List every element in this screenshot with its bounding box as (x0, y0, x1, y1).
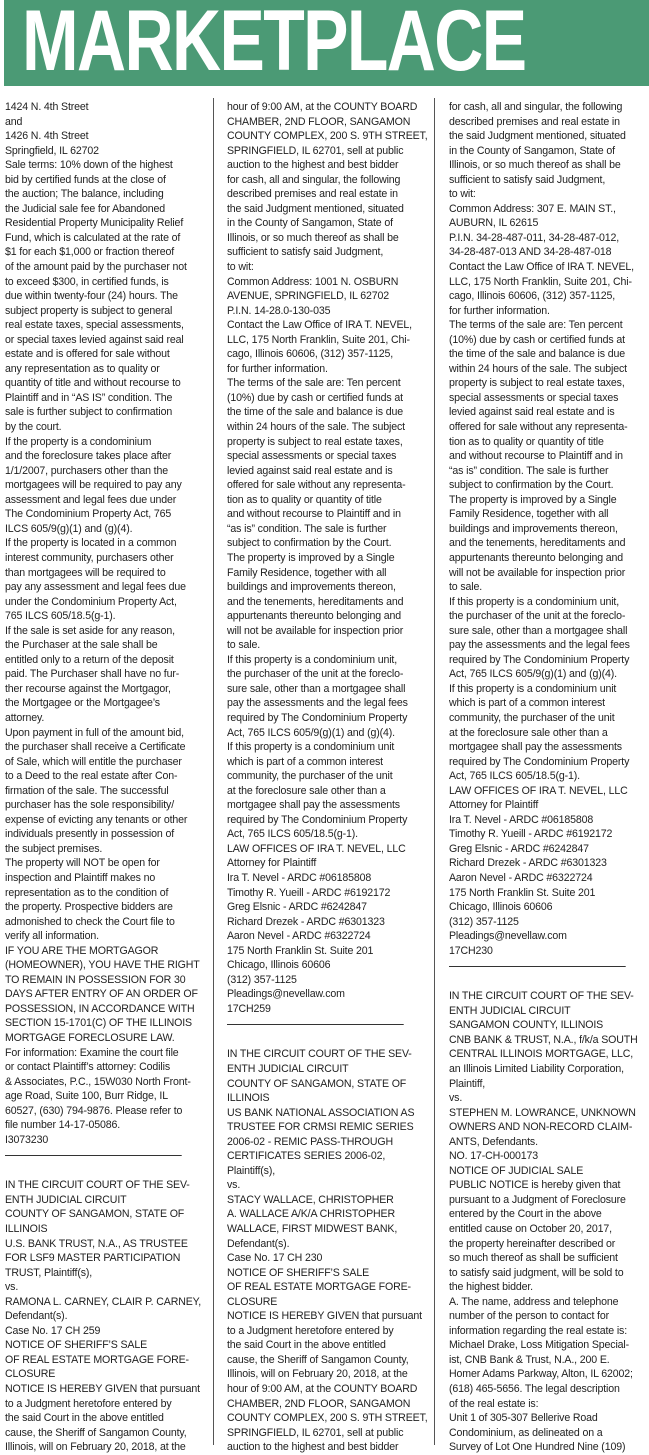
column-2 (227, 100, 427, 1455)
notice-line: If the property is a condominium (5, 435, 152, 448)
notice-separator (5, 1155, 182, 1156)
notice-line: appurtenants thereunto belonging and (449, 551, 624, 564)
notice-line: Fund, which is calculated at the rate of (5, 231, 181, 244)
notice-line: Pleadings@nevellaw.com (227, 988, 345, 1001)
notice-line: will not be available for inspection prior (227, 624, 404, 637)
notice-line: bid by certified funds at the close of (5, 173, 166, 186)
notice-line: CLOSURE (5, 1368, 56, 1381)
notice-line: pay the assessments and the legal fees (449, 639, 630, 652)
notice-line: required by The Condominium Property (449, 653, 630, 666)
notice-line: (312) 357-1125 (227, 973, 297, 986)
notice-line: vs. (5, 1281, 19, 1294)
notice-line: If this property is a condominium unit, (449, 595, 620, 608)
notice-line: 2006-02 - REMIC PASS-THROUGH (227, 1135, 394, 1148)
notice-line: age Road, Suite 100, Burr Ridge, IL (5, 1090, 168, 1103)
notice-line: individuals presently in possession of (5, 828, 174, 841)
notice-line: Defendant(s). (5, 1310, 68, 1323)
notice-line: assessment and legal fees due under (5, 493, 177, 506)
notice-line: Contact the Law Office of IRA T. NEVEL, (449, 261, 634, 274)
notice-line: to wit: (227, 261, 254, 274)
notice-line: ANTS, Defendants. (449, 1135, 538, 1148)
legal-notice (449, 989, 649, 1455)
notice-line: special assessments or special taxes (227, 450, 397, 463)
notice-line: I3073230 (5, 1133, 49, 1146)
notice-line: The property is improved by a Single (449, 493, 617, 506)
notice-line: to a Judgment heretofore entered by (227, 1324, 394, 1337)
notice-line: at the foreclosure sale other than a (449, 726, 608, 739)
notice-line: CNB BANK & TRUST, N.A., f/k/a SOUTH (449, 1033, 638, 1046)
notice-line: verify all information. (5, 930, 99, 943)
notice-line: pay the assessments and the legal fees (227, 697, 408, 710)
notice-line: A. The name, address and telephone (449, 1295, 619, 1308)
notice-line: OWNERS AND NON-RECORD CLAIM- (449, 1121, 633, 1134)
notice-line: Attorney for Plaintiff (449, 799, 539, 812)
notice-line: STEPHEN M. LOWRANCE, UNKNOWN (449, 1106, 636, 1119)
notice-line: ENTH JUDICIAL CIRCUIT (5, 1193, 127, 1206)
notice-line: 175 North Franklin St. Suite 201 (449, 886, 596, 899)
notice-line: CENTRAL ILLINOIS MORTGAGE, LLC, (449, 1048, 634, 1061)
notice-line: required by The Condominium Property (449, 755, 630, 768)
notice-line: NO. 17-CH-000173 (449, 1150, 539, 1163)
notice-line: pay any assessment and legal fees due (5, 581, 186, 594)
notice-line: ILLINOIS (5, 1223, 48, 1236)
notice-line: Case No. 17 CH 259 (5, 1324, 101, 1337)
notice-line: appurtenants thereunto belonging and (227, 610, 402, 623)
notice-line: CHAMBER, 2ND FLOOR, SANGAMON (227, 1397, 411, 1410)
notice-line: subject property is subject to general (5, 304, 173, 317)
notice-line: (10%) due by cash or certified funds at (227, 391, 403, 404)
notice-line: an Illinois Limited Liability Corporation, (449, 1063, 624, 1075)
notice-line: NOTICE IS HEREBY GIVEN that pursuant (227, 1310, 422, 1323)
legal-notice (227, 1047, 427, 1454)
notice-line: tion as to quality or quantity of title (227, 493, 382, 506)
notice-line: ILCS 605/9(g)(1) and (g)(4). (5, 522, 133, 535)
notice-line: pursuant to a Judgment of Foreclosure (449, 1193, 626, 1206)
notice-line: & Associates, P.C., 15W030 North Front- (5, 1075, 191, 1088)
legal-notice (227, 100, 427, 1016)
notice-line: Residential Property Municipality Relief (5, 217, 184, 230)
notice-line: WALLACE, FIRST MIDWEST BANK, (227, 1223, 398, 1236)
notice-line: $1 for each $1,000 or fraction thereof (5, 246, 175, 259)
notice-line: Michael Drake, Loss Mitigation Special- (449, 1339, 630, 1352)
notice-line: STACY WALLACE, CHRISTOPHER (227, 1193, 394, 1206)
notice-line: CERTIFICATES SERIES 2006-02, (227, 1150, 386, 1163)
notice-line: for cash, all and singular, the following (449, 101, 623, 113)
notice-line: P.I.N. 14-28.0-130-035 (227, 304, 331, 317)
notice-line: Common Address: 307 E. MAIN ST., (449, 202, 616, 215)
notice-line: POSSESSION, IN ACCORDANCE WITH (5, 1002, 195, 1015)
notice-line: Chicago, Illinois 60606 (227, 959, 331, 972)
notice-line: property is subject to real estate taxes, (227, 435, 403, 448)
notice-line: offered for sale without any representa- (227, 479, 406, 492)
notice-line: SPRINGFIELD, IL 62701, sell at public (227, 144, 404, 157)
notice-line: in the County of Sangamon, State of (227, 217, 393, 230)
notice-line: at the foreclosure sale other than a (227, 784, 386, 797)
notice-line: buildings and improvements thereon, (449, 522, 618, 535)
notice-line: to sale. (227, 639, 261, 652)
notice-line: Richard Drezek - ARDC #6301323 (449, 857, 607, 870)
notice-line: sufficient to satisfy said Judgment, (227, 246, 384, 259)
notice-line: Springfield, IL 62702 (5, 144, 99, 157)
notice-line: Survey of Lot One Hundred Nine (109) (449, 1441, 626, 1454)
notice-line: ther recourse against the Mortgagor, (5, 682, 171, 695)
notice-line: The Condominium Property Act, 765 (5, 508, 172, 521)
notice-line: by the court. (5, 421, 62, 434)
notice-line: the highest bidder. (449, 1281, 533, 1294)
notice-line: inspection and Plaintiff makes no (5, 871, 156, 884)
notice-line: tion as to quality or quantity of title (449, 435, 604, 448)
notice-line: described premises and real estate in (449, 115, 620, 128)
notice-line: 1426 N. 4th Street (5, 130, 89, 143)
notice-line: the said Court in the above entitled (227, 1339, 386, 1352)
notice-line: Illinois, will on February 20, 2018, at the (227, 1368, 408, 1381)
notice-line: Ira T. Nevel - ARDC #06185808 (449, 813, 594, 826)
notice-line: sure sale, other than a mortgagee shall (227, 682, 406, 695)
notice-line: SPRINGFIELD, IL 62701, sell at public (227, 1426, 404, 1439)
notice-line: “as is” condition. The sale is further (227, 522, 387, 535)
column-divider (213, 98, 214, 1445)
notice-line: representation as to the condition of (5, 886, 169, 899)
notice-line: information regarding the real estate is: (449, 1324, 628, 1337)
notice-line: 17CH230 (449, 944, 493, 957)
notice-line: real estate taxes, special assessments, (5, 319, 184, 332)
notice-line: Act, 765 ILCS 605/18.5(g-1). (449, 770, 580, 783)
notice-line: IN THE CIRCUIT COURT OF THE SEV- (227, 1048, 412, 1061)
notice-line: and without recourse to Plaintiff and in (227, 508, 401, 521)
notice-line: Common Address: 1001 N. OSBURN (227, 275, 399, 288)
notice-line: any representation as to quality or (5, 362, 160, 375)
notice-line: required by The Condominium Property (227, 813, 408, 826)
notice-line: file number 14-17-05086. (5, 1119, 121, 1132)
notice-line: P.I.N. 34-28-487-011, 34-28-487-012, (449, 231, 620, 244)
notice-line: Ira T. Nevel - ARDC #06185808 (227, 871, 372, 884)
notice-line: A. WALLACE A/K/A CHRISTOPHER (227, 1208, 395, 1221)
notice-line: of the amount paid by the purchaser not (5, 261, 187, 274)
notice-line: to sale. (449, 581, 483, 594)
notice-line: Unit 1 of 305-307 Bellerive Road (449, 1412, 598, 1425)
notice-line: community, the purchaser of the unit (449, 711, 615, 724)
notice-line: of Sale, which will entitle the purchaser (5, 755, 182, 768)
notice-line: Chicago, Illinois 60606 (449, 901, 553, 914)
notice-line: than mortgagees will be required to (5, 566, 166, 579)
notice-line: the time of the sale and balance is due (227, 406, 403, 419)
notice-line: paid. The Purchaser shall have no fur- (5, 668, 180, 681)
notice-line: (10%) due by cash or certified funds at (449, 333, 625, 346)
notice-line: for cash, all and singular, the following (227, 173, 401, 186)
notice-line: Plaintiff and in “AS IS” condition. The (5, 391, 173, 404)
notice-line: If this property is a condominium unit (227, 741, 395, 754)
notice-line: OF REAL ESTATE MORTGAGE FORE- (227, 1281, 411, 1294)
notice-line: offered for sale without any representa- (449, 421, 628, 434)
notice-line: entitled only to a return of the deposit (5, 653, 174, 666)
notice-line: CHAMBER, 2ND FLOOR, SANGAMON (227, 115, 411, 128)
notice-line: the subject premises. (5, 842, 103, 855)
notice-line: DAYS AFTER ENTRY OF AN ORDER OF (5, 988, 198, 1001)
notice-line: Act, 765 ILCS 605/9(g)(1) and (g)(4). (449, 668, 617, 681)
notice-line: The property will NOT be open for (5, 857, 160, 870)
notice-line: admonished to check the Court file to (5, 915, 175, 928)
notice-line: Attorney for Plaintiff (227, 857, 317, 870)
notice-line: RAMONA L. CARNEY, CLAIR P. CARNEY, (5, 1295, 202, 1308)
notice-line: Illinois, or so much thereof as shall be (449, 159, 621, 172)
section-header-banner (4, 0, 649, 89)
notice-line: Act, 765 ILCS 605/18.5(g-1). (227, 828, 358, 841)
notice-line: CLOSURE (227, 1295, 278, 1308)
notice-line: 1/1/2007, purchasers other than the (5, 464, 168, 477)
notice-line: Illinois, or so much thereof as shall be (227, 231, 399, 244)
notice-line: SECTION 15-1701(C) OF THE ILLINOIS (5, 1017, 192, 1030)
notice-line: “as is” condition. The sale is further (449, 464, 609, 477)
notice-line: (312) 357-1125 (449, 915, 519, 928)
notice-line: COUNTY COMPLEX, 200 S. 9TH STREET, (227, 130, 428, 143)
notice-line: cause, the Sheriff of Sangamon County, (227, 1353, 409, 1366)
notice-line: US BANK NATIONAL ASSOCIATION AS (227, 1106, 415, 1119)
notice-line: the time of the sale and balance is due (449, 348, 625, 361)
notice-line: the property hereinafter described or (449, 1237, 616, 1250)
notice-line: entered by the Court in the above (449, 1208, 602, 1221)
notice-line: AVENUE, SPRINGFIELD, IL 62702 (227, 290, 389, 303)
notice-line: ENTH JUDICIAL CIRCUIT (227, 1063, 349, 1075)
notice-line: Homer Adams Parkway, Alton, IL 62002; (449, 1368, 633, 1381)
notice-line: quantity of title and without recourse to (5, 377, 181, 390)
notice-line: Upon payment in full of the amount bid, (5, 726, 184, 739)
notice-line: described premises and real estate in (227, 188, 398, 201)
notice-line: AUBURN, IL 62615 (449, 217, 539, 230)
notice-line: mortgagee shall pay the assessments (449, 741, 622, 754)
notice-line: 765 ILCS 605/18.5(g-1). (5, 610, 116, 623)
notice-line: auction to the highest and best bidder (227, 1441, 399, 1454)
notice-separator (227, 1024, 404, 1025)
notice-line: the said Judgment mentioned, situated (227, 202, 404, 215)
notice-line: Family Residence, together with all (227, 566, 387, 579)
notice-line: the said Judgment mentioned, situated (449, 130, 626, 143)
notice-line: COUNTY COMPLEX, 200 S. 9TH STREET, (227, 1412, 428, 1425)
notice-line: (HOMEOWNER), YOU HAVE THE RIGHT (5, 959, 200, 972)
notice-line: LAW OFFICES OF IRA T. NEVEL, LLC (227, 842, 406, 855)
notice-line: 1424 N. 4th Street (5, 101, 89, 113)
column-3 (449, 100, 649, 1455)
notice-line: which is part of a common interest (227, 755, 383, 768)
notice-line: to a Deed to the real estate after Con- (5, 770, 178, 783)
notice-line: entitled cause on October 20, 2017, (449, 1223, 612, 1236)
notice-line: under the Condominium Property Act, (5, 595, 177, 608)
notice-line: NOTICE OF JUDICIAL SALE (449, 1164, 584, 1177)
notice-line: community, the purchaser of the unit (227, 770, 393, 783)
notice-line: If the sale is set aside for any reason, (5, 624, 175, 637)
notice-line: hour of 9:00 AM, at the COUNTY BOARD (227, 1383, 418, 1396)
notice-line: Aaron Nevel - ARDC #6322724 (449, 871, 593, 884)
section-title: MARKETPLACE (22, 0, 526, 89)
notice-line: levied against said real estate and is (227, 464, 393, 477)
notice-line: auction to the highest and best bidder (227, 159, 399, 172)
legal-notice (5, 100, 205, 1147)
notice-line: sure sale, other than a mortgagee shall (449, 624, 628, 637)
notice-line: LAW OFFICES OF IRA T. NEVEL, LLC (449, 784, 628, 797)
notice-line: Plaintiff(s), (227, 1164, 276, 1177)
column-divider (434, 98, 435, 1445)
notice-line: to wit: (449, 188, 476, 201)
notice-line: Greg Elsnic - ARDC #6242847 (227, 901, 367, 914)
notice-line: vs. (227, 1179, 241, 1192)
notice-line: to a Judgment heretofore entered by (5, 1397, 172, 1410)
notice-line: MORTGAGE FORECLOSURE LAW. (5, 1032, 175, 1044)
notice-line: OF REAL ESTATE MORTGAGE FORE- (5, 1353, 189, 1366)
notice-line: Defendant(s). (227, 1237, 290, 1250)
notice-line: 34-28-487-013 AND 34-28-487-018 (449, 246, 612, 259)
notice-line: (618) 465-5656. The legal description (449, 1383, 620, 1396)
notice-line: the said Court in the above entitled (5, 1412, 164, 1425)
notice-line: mortgagees will be required to pay any (5, 479, 182, 492)
notice-line: U.S. BANK TRUST, N.A., AS TRUSTEE (5, 1237, 188, 1250)
notice-line: or contact Plaintiff’s attorney: Codilis (5, 1061, 170, 1074)
notice-line: the property. Prospective bidders are (5, 901, 173, 914)
notice-line: the Mortgagee or the Mortgagee’s (5, 697, 160, 710)
notice-line: which is part of a common interest (449, 697, 605, 710)
notice-line: 60527, (630) 794-9876. Please refer to (5, 1104, 183, 1117)
notice-line: subject to confirmation by the Court. (449, 479, 614, 492)
notice-line: TRUST, Plaintiff(s), (5, 1266, 93, 1279)
notice-line: buildings and improvements thereon, (227, 581, 396, 594)
notice-line: will not be available for inspection prior (449, 566, 626, 579)
notice-line: and the tenements, hereditaments and (449, 537, 626, 550)
notice-line: SANGAMON COUNTY, ILLINOIS (449, 1019, 604, 1032)
notice-line: attorney. (5, 711, 45, 724)
notice-line: the Judicial sale fee for Abandoned (5, 202, 166, 215)
notice-line: for further information. (227, 362, 328, 375)
notice-line: NOTICE OF SHERIFF’S SALE (5, 1339, 148, 1352)
notice-line: and the tenements, hereditaments and (227, 595, 404, 608)
notice-line: within 24 hours of the sale. The subject (227, 421, 405, 434)
notice-line: ist, CNB Bank & Trust, N.A., 200 E. (449, 1353, 610, 1366)
notice-line: 17CH259 (227, 1002, 271, 1015)
notice-line: Act, 765 ILCS 605/9(g)(1) and (g)(4). (227, 726, 395, 739)
notice-line: or special taxes levied against said real (5, 333, 184, 346)
notice-line: FOR LSF9 MASTER PARTICIPATION (5, 1252, 181, 1265)
notice-line: Condominium, as delineated on a (449, 1426, 603, 1439)
notice-line: The property is improved by a Single (227, 551, 395, 564)
column-1 (5, 100, 205, 1455)
notice-line: Family Residence, together with all (449, 508, 609, 521)
notice-line: Case No. 17 CH 230 (227, 1252, 323, 1265)
notice-line: property is subject to real estate taxes, (449, 377, 625, 390)
notice-line: the auction; The balance, including (5, 188, 164, 201)
notice-line: number of the person to contact for (449, 1310, 610, 1323)
notice-line: LLC, 175 North Franklin, Suite 201, Chi- (227, 333, 410, 346)
legal-notice (5, 1178, 205, 1454)
notice-line: IF YOU ARE THE MORTGAGOR (5, 944, 159, 957)
notice-line: IN THE CIRCUIT COURT OF THE SEV- (5, 1179, 190, 1192)
notice-line: and (5, 115, 23, 128)
notice-line: COUNTY OF SANGAMON, STATE OF (5, 1208, 185, 1221)
notice-line: due within twenty-four (24) hours. The (5, 290, 178, 303)
notice-line: If this property is a condominium unit, (227, 653, 398, 666)
notice-line: The terms of the sale are: Ten percent (227, 377, 401, 390)
notice-line: to exceed $300, in certified funds, is (5, 275, 169, 288)
notice-line: Illinois, will on February 20, 2018, at the (5, 1441, 186, 1454)
notice-line: Timothy R. Yueill - ARDC #6192172 (449, 828, 613, 841)
notice-line: Plaintiff, (449, 1077, 486, 1090)
notice-line: so much thereof as shall be sufficient (449, 1252, 618, 1265)
notice-line: ILLINOIS (227, 1092, 270, 1105)
notice-line: for further information. (449, 304, 550, 317)
notice-line: cago, Illinois 60606, (312) 357-1125, (449, 290, 616, 303)
notice-line: levied against said real estate and is (449, 406, 615, 419)
notice-line: the Purchaser at the sale shall be (5, 639, 158, 652)
notice-line: and the foreclosure takes place after (5, 450, 172, 463)
notice-line: cause, the Sheriff of Sangamon County, (5, 1426, 187, 1439)
notice-line: Greg Elsnic - ARDC #6242847 (449, 842, 589, 855)
notice-line: Sale terms: 10% down of the highest (5, 159, 173, 172)
notice-line: in the County of Sangamon, State of (449, 144, 615, 157)
notice-line: The terms of the sale are: Ten percent (449, 319, 623, 332)
notice-line: to satisfy said judgment, will be sold to (449, 1266, 624, 1279)
notice-line: of the real estate is: (449, 1397, 539, 1410)
notice-line: sale is further subject to confirmation (5, 406, 173, 419)
notice-line: TO REMAIN IN POSSESSION FOR 30 (5, 973, 186, 986)
notice-line: the purchaser of the unit at the foreclo- (227, 668, 404, 681)
notice-line: If the property is located in a common (5, 537, 177, 550)
notice-line: within 24 hours of the sale. The subject (449, 362, 627, 375)
notice-line: cago, Illinois 60606, (312) 357-1125, (227, 348, 394, 361)
notice-line: subject to confirmation by the Court. (227, 537, 392, 550)
notice-line: vs. (449, 1092, 463, 1105)
notice-line: required by The Condominium Property (227, 711, 408, 724)
notice-line: special assessments or special taxes (449, 391, 619, 404)
notice-line: For information: Examine the court file (5, 1046, 179, 1059)
notice-line: interest community, purchasers other (5, 551, 174, 564)
notice-line: the purchaser shall receive a Certificate (5, 741, 186, 754)
notice-line: Richard Drezek - ARDC #6301323 (227, 915, 385, 928)
notice-line: TRUSTEE FOR CRMSI REMIC SERIES (227, 1121, 414, 1134)
notice-line: mortgagee shall pay the assessments (227, 799, 400, 812)
notice-line: estate and is offered for sale without (5, 348, 170, 361)
notice-line: Contact the Law Office of IRA T. NEVEL, (227, 319, 412, 332)
notice-line: purchaser has the sole responsibility/ (5, 799, 174, 812)
notice-line: the purchaser of the unit at the foreclo- (449, 610, 626, 623)
notice-line: Timothy R. Yueill - ARDC #6192172 (227, 886, 391, 899)
notice-line: and without recourse to Plaintiff and in (449, 450, 623, 463)
notice-line: NOTICE IS HEREBY GIVEN that pursuant (5, 1383, 200, 1396)
notice-line: COUNTY OF SANGAMON, STATE OF (227, 1077, 407, 1090)
notice-line: Aaron Nevel - ARDC #6322724 (227, 930, 371, 943)
notice-line: Pleadings@nevellaw.com (449, 930, 567, 943)
notice-line: NOTICE OF SHERIFF’S SALE (227, 1266, 370, 1279)
notice-line: 175 North Franklin St. Suite 201 (227, 944, 374, 957)
notice-line: If this property is a condominium unit (449, 682, 617, 695)
notice-separator (449, 966, 626, 967)
notice-line: IN THE CIRCUIT COURT OF THE SEV- (449, 990, 634, 1003)
notice-line: LLC, 175 North Franklin, Suite 201, Chi- (449, 275, 632, 288)
notice-line: expense of evicting any tenants or other (5, 813, 188, 826)
notice-line: sufficient to satisfy said Judgment, (449, 173, 606, 186)
notice-line: PUBLIC NOTICE is hereby given that (449, 1179, 621, 1192)
notice-line: ENTH JUDICIAL CIRCUIT (449, 1004, 571, 1017)
notice-line: hour of 9:00 AM, at the COUNTY BOARD (227, 101, 418, 113)
notice-line: firmation of the sale. The successful (5, 784, 169, 797)
legal-notice (449, 100, 649, 958)
